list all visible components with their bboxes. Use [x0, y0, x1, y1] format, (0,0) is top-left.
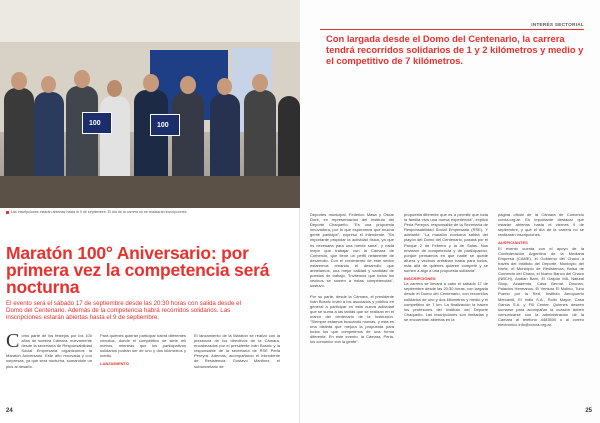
page-number-right: 25	[585, 408, 592, 414]
section-tag: INTERÉS SECTORIAL	[531, 22, 584, 27]
right-column-1-text-b: Por su parte, desde la Cámara, el presidente Iván Bosnic invitó a los asociados y público en general a participar en esta nueva actividad que se suma a las tantas que se realizan en el marco del centenario de la Institución. "Siempre estamos buscando nuevas, y esta es una distinta que mejora la propuesta para todos los que competimos de una forma diferente. En este evento, la Cámara, Perla, los comunicó con la gente".	[310, 293, 394, 345]
photo-person	[210, 94, 240, 182]
caption-bullet-icon	[6, 211, 9, 214]
page-number-left: 24	[6, 408, 13, 414]
photo-caption	[6, 210, 296, 215]
photo-person	[4, 88, 34, 183]
right-column-2-text-b: La carrera se llevará a cabo el sábado 17 de septiembre desde las 20:30 horas, con largada desde el Domo del Centenario, con recorridos solidarios de uno y dos kilómetros y medio y el competitivo de 7 km. La finalización la hacen los profesores del Instituto del Deporte Chaqueño. Las inscripciones son limitadas y se encuentran abiertas en la	[404, 281, 488, 322]
photo-sign	[82, 112, 112, 134]
right-column-1	[310, 212, 394, 344]
photo-person-head	[252, 74, 268, 92]
left-column-3-text: El lanzamiento de la Maratón se realizó con la presencia de los directivos de la Cámara, encabezados por el presidente Iván Bosnic y la responsable de la secretaría de RSE Perla Pereyra. Además, acompañaron el intendente de Resistencia, Gustavo Martínez, el subsecretario de	[194, 333, 280, 369]
photo-person	[244, 90, 276, 182]
photo-person-head	[107, 80, 122, 97]
right-column-2-text: propuesta diferente que es a permitir que toda la familia viva una nueva experiencia", explicó Perla Pereyra, responsable de la Secretaría de Responsabilidad Social Empresaria (RSE). Y adelantó: "La maratón nocturna saldrá del playón del Domo del Centenario, pasará por el Parque 2 de Febrero y la de Salas. Nos enviaron de competencia y de participación, porque pensamos en que nadie se quede afuera y vecinos entraban hasta para todos, más allá de quienes quieren competir y se sumen a algo a una propuesta solidaria".	[404, 212, 488, 274]
photo-person-head	[11, 72, 27, 90]
photo-person	[134, 90, 168, 182]
right-column-2	[404, 212, 488, 322]
photo-person-head	[180, 76, 196, 94]
photo-person-head	[143, 74, 159, 92]
right-column-1-text: Deportes municipal, Federico Masa y Oscar Duré, en representación del Instituto del Deporte Chaqueño. "Es una propuesta innovadora, por lo que esperamos que mucha gente participe", expresó el intendente. "Es importante propiciar la actividad física, ya que es necesaria para una mente sana", y nada mejor que trabajar con la Cámara de Comercio, que tiene un perfil netamente de desarrollo. Con el crecimiento de este sector estaremos creando el desarrollo que anhelamos, una mejor calidad y cantidad de puestos de trabajo. "Invitemos que todos los vecinos se sumen a estas competencias", sostuvo.	[310, 212, 394, 289]
left-column-3	[194, 333, 280, 369]
right-column-3-text-b: El evento cuenta con el apoyo de la Confederación Argentina de la Mediana Empresa (CAME), el Gobierno del Chaco a través del Instituto del Deporte, Municipio del Norte, el Municipio de Resistencia, Bolsa de Comercio del Chaco, el Nuevo Banco del Chaco (NBCH), Andian Barri, El Galpón MIL Natural Shop, Academia, Casa Bernal, Dounan, Palacios Hermanos, El Ventura El Molino, Tuhu Puerto por la Red, Instituto Aeropuerto Mercantil, El indio S.A., Rollo Mayor, Casa Garcia S.A. y Fill Center. Quienes deseen sumarse para acompañar la ocasión deben comunicarse con la administración de la Cámara al teléfono 4483500 o al correo electrónico info@ccrcia.org.ar.	[498, 245, 584, 327]
right-column-3-text: página oficial de la Cámara de Comercio ccrcia.org.ar. Es importante destacar que estarán abiertas hasta el viernes 9 de septiembre, y que el día de la carrera no se realizarán inscripciones.	[498, 212, 584, 238]
article-headline: Maratón 100° Aniversario: por primera vez la competencia será nocturna	[6, 243, 270, 297]
article-deck: El evento será el sábado 17 de septiembre desde las 20:30 horas con salida desde el Domo del Centenario. Además de la competencia habrá recorridos solidarios. Las inscripciones estarán abiertas hasta el 9 de septiembre.	[6, 300, 241, 321]
photo-sign	[150, 114, 180, 136]
left-column-1	[6, 330, 92, 369]
photo-sign-label: 100	[89, 120, 101, 127]
caption-text: Las inscripciones estarán abiertas hasta el 9 de septiembre. El día de la carrera no se realizarán inscripciones.	[11, 210, 188, 214]
drop-cap: C	[6, 330, 20, 352]
right-page	[300, 0, 600, 423]
subheading-auspiciantes: AUSPICIANTES	[498, 240, 528, 246]
photo-person-head	[217, 78, 232, 95]
photo-person	[34, 92, 64, 182]
section-divider	[320, 29, 584, 30]
photo-person	[278, 96, 300, 182]
right-column-3	[498, 212, 584, 327]
left-column-2-text: Para quienes quieran participar habrá diferentes circuitos, donde el competitivo de siete mil metros, mientras que los participativos solidarios podrán ser de uno y dos kilómetros y medio.	[100, 333, 186, 359]
photo-person	[172, 92, 204, 182]
photo-person	[100, 96, 130, 182]
left-column-1-text: omo parte de los festejos por los 100 años de nuestra Cámara, nuevamente desde la secretaría de Responsabilidad Social Empresaria organizamos la Maratón Aniversario. Este año renovada y con sorpresas, ya que será nocturna, sumándole un plus al desafío.	[6, 333, 92, 369]
photo-table	[0, 176, 300, 208]
photo-person-head	[74, 70, 90, 88]
photo-ceiling	[0, 0, 300, 42]
event-photo	[0, 0, 300, 208]
photo-sign-label: 100	[157, 122, 169, 129]
subheading-inscripciones: INSCRIPCIONES	[404, 276, 436, 282]
right-page-title: Con largada desde el Domo del Centenario, la carrera tendrá recorridos solidarios de 1 y 2 kilómetros y medio y el competitivo de 7 kilómetros.	[326, 33, 584, 66]
photo-person-head	[41, 76, 56, 93]
subheading-lanzamiento: LANZAMIENTO	[100, 361, 130, 367]
photo-person	[66, 86, 98, 182]
left-column-2	[100, 333, 186, 367]
